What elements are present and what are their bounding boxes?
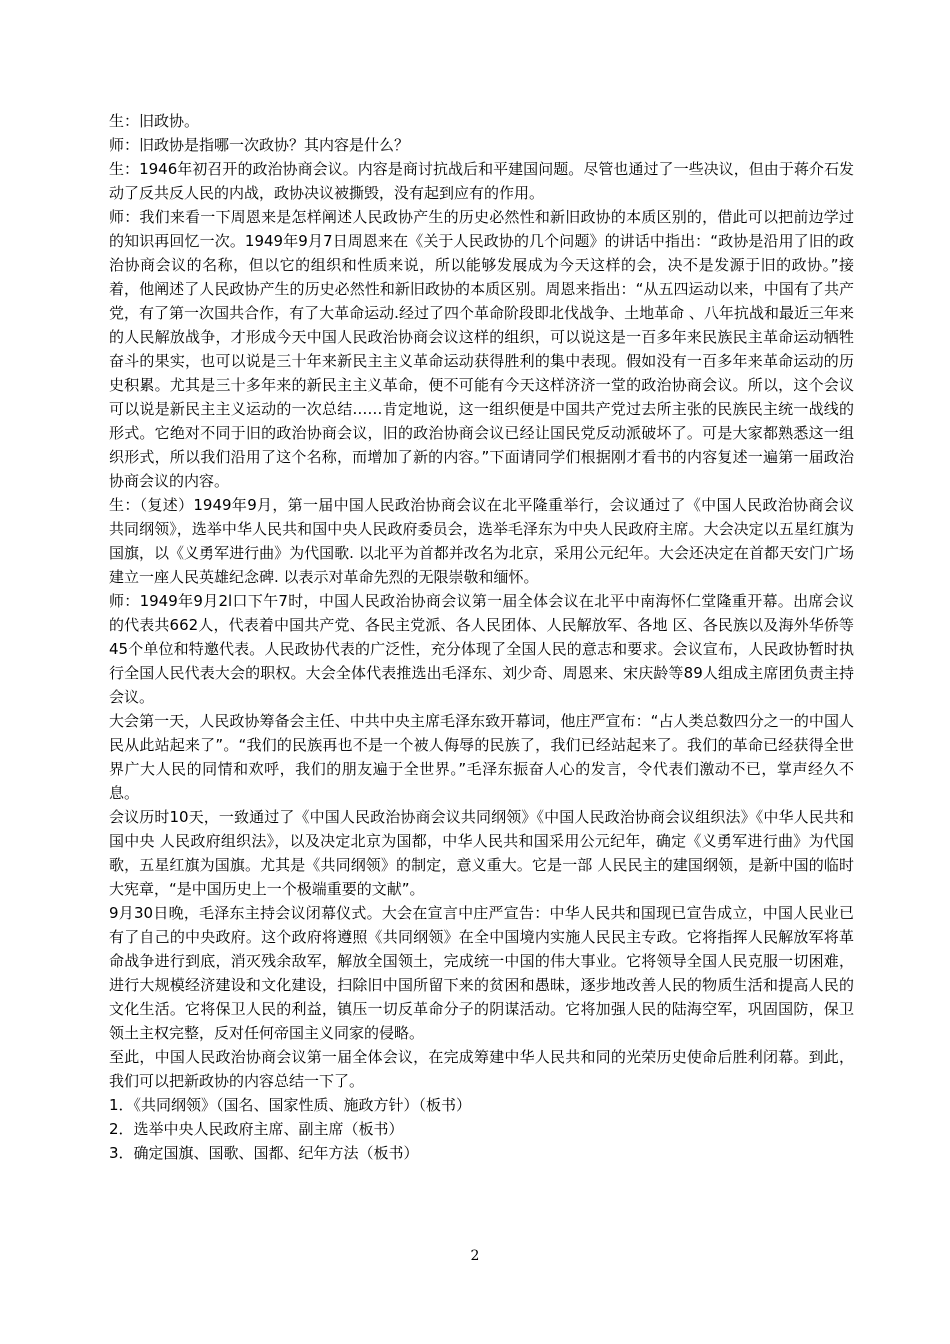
paragraph-student-retell: 生：（复述）1949年9月，第一届中国人民政治协商会议在北平隆重举行，会议通过了《中国人民政治协商会议共同纲领》，选举中华人民共和国中央人民政府委员会，选举毛泽东为中央人民政府主席。大会决定以五星红旗为国旗，以《义勇军进行曲》为代国歌. 以北平为首都并改名为北京，采用公元纪年。大会还决定在首都天安门广场建立一座人民英雄纪念碑. 以表示对革命先烈的无限崇敬和缅怀。 — [109, 496, 854, 586]
paragraph-common-program: 会议历时10天，一致通过了《中国人民政治协商会议共同纲领》《中国人民政治协商会议组织法》《中华人民共和国中央 人民政府组织法》，以及决定北京为国都，中华人民共和国采用公元纪年，确定《义勇军进行曲》为代国歌，五星红旗为国旗。尤其是《共同纲领》的制定，意义重大。它是一部 人民民主的建国纲领，是新中国的临时大宪章，“是中国历史上一个极端重要的文献”。 — [109, 808, 854, 898]
paragraph-first-session-opening: 师：1949年9月2l口下午7时，中国人民政治协商会议第一届全体会议在北平中南海怀仁堂隆重开幕。出席会议的代表共662人，代表着中国共产党、各民主党派、各人民团体、人民解放军、各地 区、各民族以及海外华侨等45个单位和特邀代表。人民政协代表的广泛性，充分体现了全国人民的意志和要求。会议宣布，人民政协暂时执行全国人民代表大会的职权。大会全体代表推选出毛泽东、刘少奇、周恩来、宋庆龄等89人组成主席团负责主持会议。 — [109, 592, 854, 706]
paragraph-conclusion: 至此，中国人民政治协商会议第一届全体会议，在完成筹建中华人民共和同的光荣历史使命后胜利闭幕。到此，我们可以把新政协的内容总结一下了。 — [109, 1048, 854, 1090]
paragraph-old-cppcc-1946: 生：1946年初召开的政治协商会议。内容是商讨抗战后和平建国问题。尽管也通过了一些决议，但由于蒋介石发动了反共反人民的内战，政协决议被撕毁，没有起到应有的作用。 — [109, 160, 854, 202]
paragraph-zhou-enlai-speech: 师：我们来看一下周恩来是怎样阐述人民政协产生的历史必然性和新旧政协的本质区别的，借此可以把前边学过的知识再回忆一次。1949年9月7日周恩来在《关于人民政协的几个问题》的讲话中指出：“政协是沿用了旧的政治协商会议的名称，但以它的组织和性质来说，所以能够发展成为今天这样的会，决不是发源于旧的政协。”接着，他阐述了人民政协产生的历史必然性和新旧政协的本质区别。周恩来指出：“从五四运动以来，中国有了共产党，有了第一次国共合作，有了大革命运动.经过了四个革命阶段即北伐战争、土地革命 、八年抗战和最近三年来的人民解放战争，才形成今天中国人民政治协商会议这样的组织，可以说这是一百多年来民族民主革命运动牺牲奋斗的果实，也可以说是三十年来新民主主义革命运动获得胜利的集中表现。假如没有一百多年来革命运动的历史积累。尤其是三十多年来的新民主主义革命，便不可能有今天这样济济一堂的政治协商会议。所以，这个会议可以说是新民主主义运动的一次总结……肯定地说，这一组织便是中国共产党过去所主张的民族民主统一战线的形式。它绝对不同于旧的政治协商会议，旧的政治协商会议已经让国民党反动派破坏了。可是大家都熟悉这一组织形式，所以我们沿用了这个名称，而增加了新的内容。”下面请同学们根据刚才看书的内容复述一遍第一届政治协商会议的内容。 — [109, 208, 854, 490]
list-item-2: 2．选举中央人民政府主席、副主席（板书） — [109, 1120, 404, 1138]
list-item-1: 1．《共同纲领》（国名、国家性质、施政方针）（板书） — [109, 1096, 472, 1114]
body-text — [109, 109, 854, 1165]
paragraph-student-answer: 生：旧政协。 — [109, 112, 200, 130]
page-number: 2 — [470, 1248, 480, 1264]
paragraph-closing-ceremony: 9月30日晚，毛泽东主持会议闭幕仪式。大会在宣言中庄严宣告：中华人民共和国现已宣告成立，中国人民业已有了自己的中央政府。这个政府将遵照《共同纲领》在全中国境内实施人民民主专政。它将指挥人民解放军将革命战争进行到底，消灭残余敌军，解放全国领土，完成统一中国的伟大事业。它将领导全国人民克服一切困难，进行大规模经济建设和文化建设，扫除旧中国所留下来的贫困和愚昧，逐步地改善人民的物质生活和提高人民的文化生活。它将保卫人民的利益，镇压一切反革命分子的阴谋活动。它将加强人民的陆海空军，巩固国防，保卫领土主权完整，反对任何帝国主义同家的侵略。 — [109, 904, 854, 1042]
list-item-3: 3．确定国旗、国歌、国都、纪年方法（板书） — [109, 1144, 419, 1162]
paragraph-mao-opening-speech: 大会第一天，人民政协筹备会主任、中共中央主席毛泽东致开幕词，他庄严宣布：“占人类总数四分之一的中国人民从此站起来了”。“我们的民族再也不是一个被人侮辱的民族了，我们已经站起来了。我们的革命已经获得全世界广大人民的同情和欢呼，我们的朋友遍于全世界。”毛泽东振奋人心的发言，令代表们激动不已，掌声经久不息。 — [109, 712, 854, 802]
paragraph-teacher-question: 师：旧政协是指哪一次政协？其内容是什么？ — [109, 136, 410, 154]
